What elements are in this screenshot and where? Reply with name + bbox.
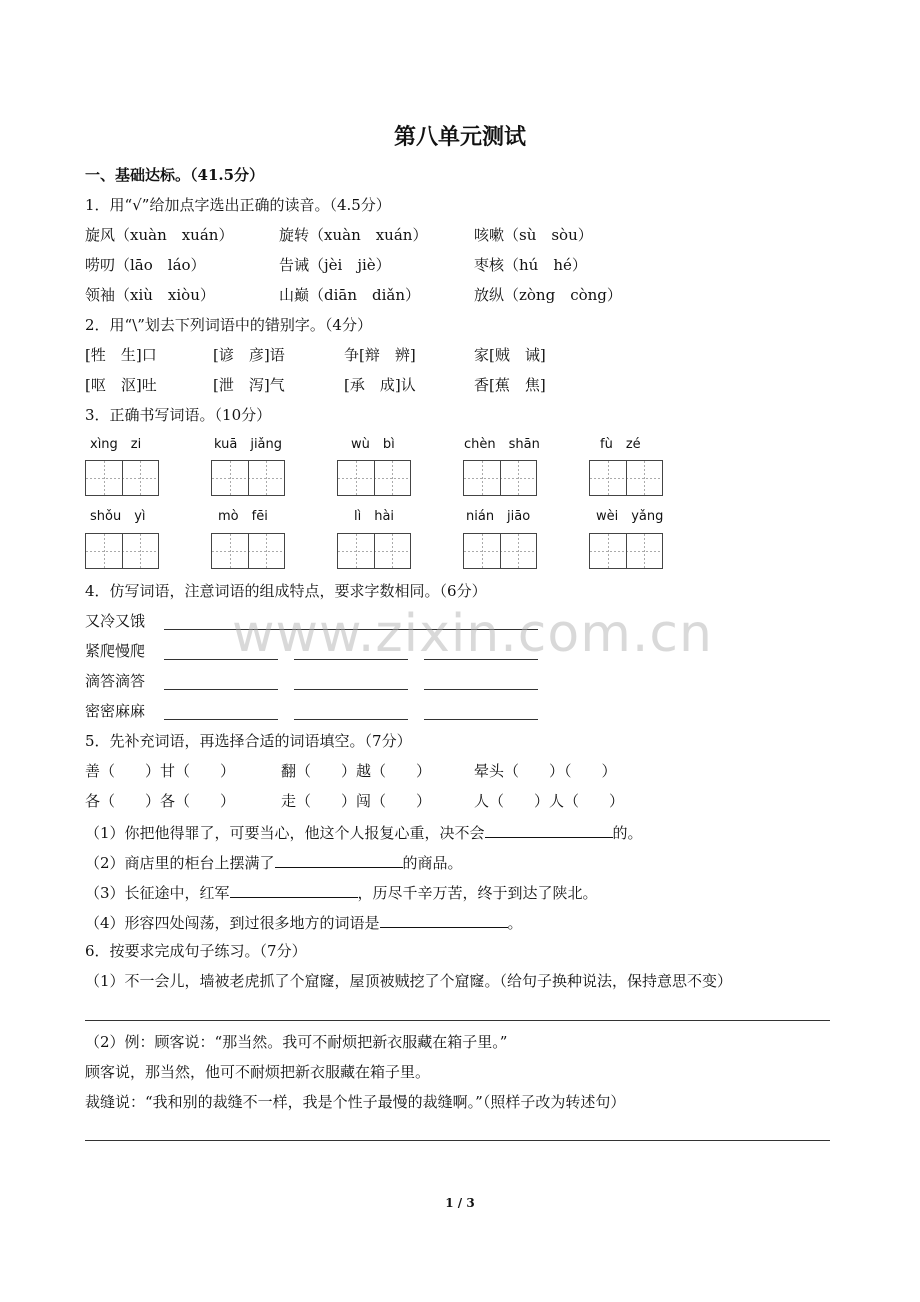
writing-grid[interactable] [85,533,159,569]
q5-fill-item: 走（ ）闯（ ） [281,792,432,810]
q2-item: 香[蕉 焦] [474,376,546,394]
sentence-text: （3）长征途中，红军 [85,884,230,902]
fill-blank[interactable] [275,852,403,868]
writing-grid[interactable] [589,533,663,569]
answer-line[interactable] [85,1140,830,1141]
writing-grid[interactable] [337,533,411,569]
q1-item: 唠叨（lāo láo） [85,256,206,274]
fill-blank[interactable] [485,822,613,838]
answer-line[interactable] [294,689,408,690]
pinyin-label: xìng zi [90,437,142,452]
fill-blank[interactable] [230,882,358,898]
question-2-stem: 2．用“\”划去下列词语中的错别字。（4分） [85,316,372,334]
pinyin-label: mò fēi [218,509,268,524]
q5-fill-item: 人（ ）人（ ） [474,792,625,810]
fill-blank[interactable] [380,912,508,928]
writing-grid[interactable] [211,533,285,569]
q1-item: 咳嗽（sù sòu） [474,226,593,244]
q1-item: 告诫（jèi jiè） [279,256,391,274]
q6-part-2-task: 裁缝说：“我和别的裁缝不一样，我是个性子最慢的裁缝啊。”（照样子改为转述句） [85,1093,626,1111]
answer-line[interactable] [424,689,538,690]
q5-fill-item: 各（ ）各（ ） [85,792,236,810]
q6-part-2-example-answer: 顾客说，那当然，他可不耐烦把新衣服藏在箱子里。 [85,1063,431,1081]
q4-example: 密密麻麻 [85,702,146,720]
question-5-stem: 5．先补充词语，再选择合适的词语填空。（7分） [85,732,412,750]
q2-item: [谚 彦]语 [213,346,285,364]
answer-line[interactable] [294,719,408,720]
sentence-text: 。 [507,914,523,932]
q1-item: 旋转（xuàn xuán） [279,226,428,244]
writing-grid[interactable] [337,460,411,496]
q4-example: 滴答滴答 [85,672,146,690]
q2-item: [泄 泻]气 [213,376,285,394]
sentence-text: （1）你把他得罪了，可要当心，他这个人报复心重，决不会 [85,824,485,842]
watermark: www.zixin.com.cn [232,604,713,664]
q4-example: 紧爬慢爬 [85,642,146,660]
pinyin-label: wù bì [351,437,395,452]
answer-line[interactable] [164,719,278,720]
pinyin-label: wèi yǎng [596,509,664,524]
page-number: 1 / 3 [445,1196,475,1210]
question-3-stem: 3．正确书写词语。（10分） [85,406,272,424]
q2-item: 争[辩 辨] [344,346,416,364]
writing-grid[interactable] [85,460,159,496]
q5-sentence-2 [85,852,463,872]
q5-fill-item: 翻（ ）越（ ） [281,762,432,780]
q1-item: 放纵（zòng còng） [474,286,622,304]
q5-sentence-3 [85,882,598,902]
q2-item: [牲 生]口 [85,346,157,364]
q5-fill-item: 晕头（ ）（ ） [474,762,617,780]
sentence-text: （4）形容四处闯荡，到过很多地方的词语是 [85,914,380,932]
writing-grid[interactable] [211,460,285,496]
sentence-text: 的商品。 [402,854,463,872]
answer-line[interactable] [424,719,538,720]
q5-sentence-1 [85,822,643,842]
q1-item: 山巅（diān diǎn） [279,286,421,304]
answer-line[interactable] [164,689,278,690]
page-title: 第八单元测试 [393,124,526,150]
q6-part-2-example: （2）例：顾客说：“那当然。我可不耐烦把新衣服藏在箱子里。” [85,1033,508,1051]
writing-grid[interactable] [463,533,537,569]
writing-grid[interactable] [589,460,663,496]
pinyin-label: lì hài [354,509,395,524]
question-4-stem: 4．仿写词语，注意词语的组成特点，要求字数相同。（6分） [85,582,487,600]
sentence-text: ，历尽千辛万苦，终于到达了陕北。 [357,884,598,902]
writing-grid[interactable] [463,460,537,496]
q5-fill-item: 善（ ）甘（ ） [85,762,236,780]
question-1-stem: 1．用“√”给加点字选出正确的读音。（4.5分） [85,196,391,214]
q1-item: 旋风（xuàn xuán） [85,226,234,244]
pinyin-label: nián jiāo [466,509,531,524]
pinyin-label: fù zé [600,437,641,452]
section-heading: 一、基础达标。（41.5分） [85,166,265,184]
sentence-text: （2）商店里的柜台上摆满了 [85,854,275,872]
q2-item: [承 成]认 [344,376,416,394]
q2-item: 家[贼 诫] [474,346,546,364]
q6-part-1: （1）不一会儿，墙被老虎抓了个窟窿，屋顶被贼挖了个窟窿。（给句子换种说法，保持意思不变） [85,972,733,990]
q1-item: 枣核（hú hé） [474,256,587,274]
question-6-stem: 6．按要求完成句子练习。（7分） [85,942,307,960]
q2-item: [呕 沤]吐 [85,376,157,394]
q5-sentence-4 [85,912,523,932]
pinyin-label: shǒu yì [90,509,146,524]
sentence-text: 的。 [612,824,643,842]
pinyin-label: kuā jiǎng [214,437,283,452]
answer-line[interactable] [85,1020,830,1021]
pinyin-label: chèn shān [464,437,540,452]
q1-item: 领袖（xiù xiòu） [85,286,215,304]
q4-example: 又冷又饿 [85,612,146,630]
